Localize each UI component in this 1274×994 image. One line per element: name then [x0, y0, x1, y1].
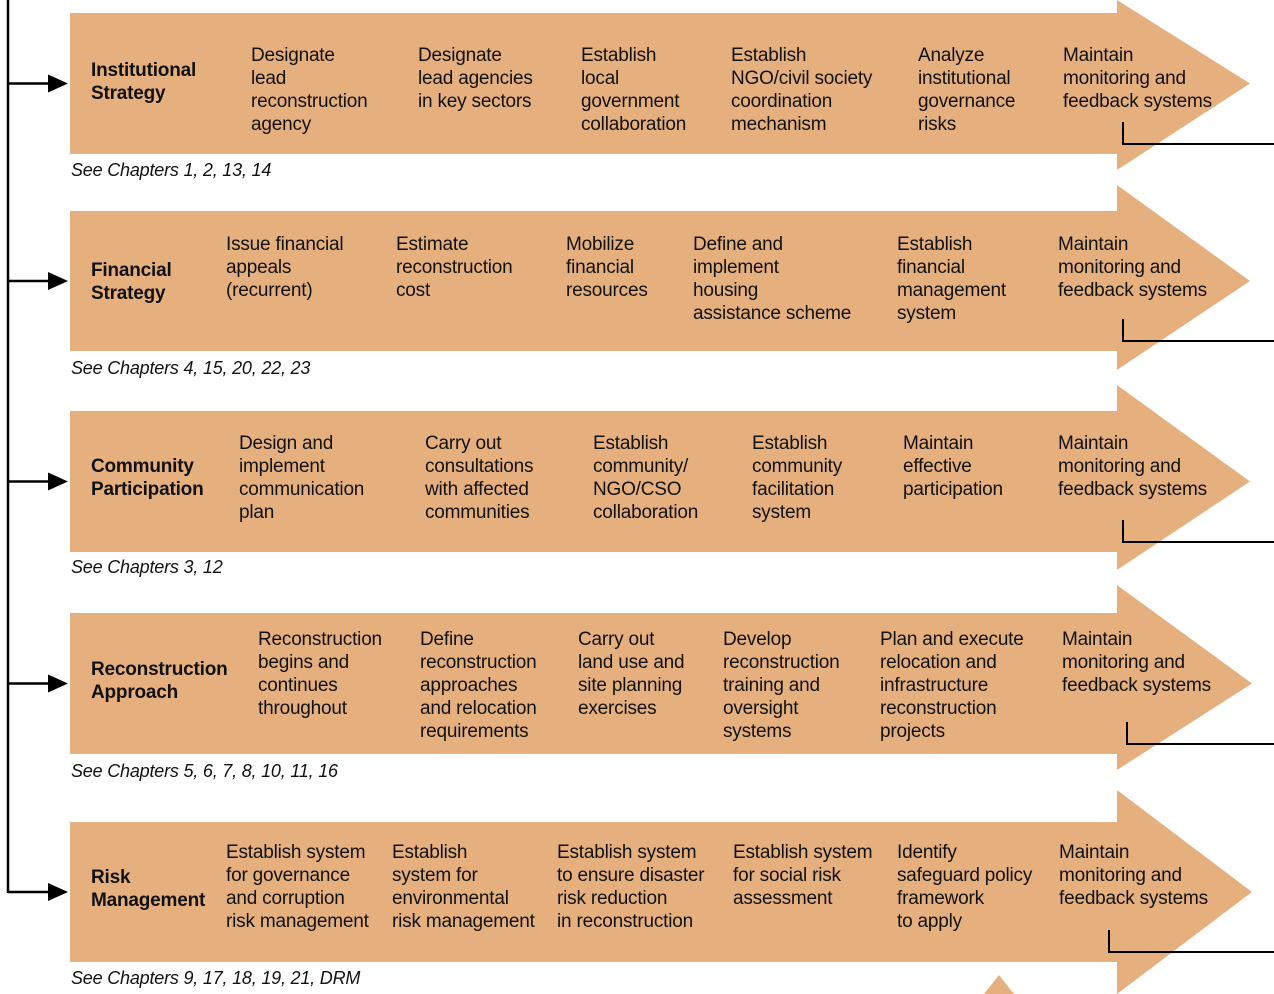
step-box: Carry out consultations with affected communities [425, 433, 534, 523]
step-box: Identify safeguard policy framework to apply [897, 842, 1033, 932]
chapter-reference: See Chapters 4, 15, 20, 22, 23 [71, 358, 311, 378]
entry-arrowhead-risk [48, 883, 68, 901]
step-box-monitoring: Maintain monitoring and feedback systems [1058, 433, 1207, 500]
step-box: Issue financial appeals (recurrent) [226, 234, 344, 301]
step-box: Mobilize financial resources [566, 234, 648, 301]
step-box: Designate lead reconstruction agency [251, 45, 368, 135]
step-box: Define reconstruction approaches and relocation requirements [420, 629, 537, 742]
step-box: Establish system for social risk assessment [733, 842, 873, 909]
bottom-pointer [984, 975, 1014, 994]
row-title: Financial Strategy [91, 260, 172, 304]
step-box: Establish system for governance and corruption risk management [226, 842, 369, 932]
entry-arrowhead-financial [48, 272, 68, 290]
step-box: Reconstruction begins and continues throughout [258, 629, 382, 719]
step-box: Plan and execute relocation and infrastructure reconstruction projects [880, 629, 1024, 742]
row-title: Risk Management [91, 867, 206, 911]
step-box-monitoring: Maintain monitoring and feedback systems [1062, 629, 1211, 696]
step-box: Estimate reconstruction cost [396, 234, 513, 301]
step-box: Establish system for environmental risk management [392, 842, 535, 932]
chapter-reference: See Chapters 3, 12 [71, 557, 223, 577]
entry-arrowhead-institutional [48, 75, 68, 93]
step-box: Maintain effective participation [903, 433, 1003, 500]
step-box: Establish financial management system [897, 234, 1006, 324]
step-box: Establish NGO/civil society coordination mechanism [731, 45, 873, 135]
entry-arrowhead-reconstruction [48, 675, 68, 693]
step-box: Define and implement housing assistance scheme [693, 234, 852, 324]
row-title: Institutional Strategy [91, 60, 197, 104]
row-title: Reconstruction Approach [91, 659, 228, 703]
step-box: Establish system to ensure disaster risk reduction in reconstruction [557, 842, 705, 932]
step-box-monitoring: Maintain monitoring and feedback systems [1063, 45, 1212, 112]
step-box-monitoring: Maintain monitoring and feedback systems [1058, 234, 1207, 301]
step-box: Analyze institutional governance risks [918, 45, 1016, 135]
step-box: Establish local government collaboration [581, 45, 687, 135]
chapter-reference: See Chapters 5, 6, 7, 8, 10, 11, 16 [71, 761, 338, 781]
row-title: Community Participation [91, 456, 204, 500]
step-box: Designate lead agencies in key sectors [418, 45, 533, 112]
step-box: Carry out land use and site planning exercises [578, 629, 685, 719]
step-box: Design and implement communication plan [239, 433, 365, 523]
chapter-reference: See Chapters 9, 17, 18, 19, 21, DRM [71, 968, 361, 988]
step-box: Establish community/ NGO/CSO collaboration [593, 433, 699, 523]
step-box: Develop reconstruction training and oversight systems [723, 629, 840, 742]
step-box: Establish community facilitation system [752, 433, 843, 523]
chapter-reference: See Chapters 1, 2, 13, 14 [71, 160, 272, 180]
step-box-monitoring: Maintain monitoring and feedback systems [1059, 842, 1208, 909]
entry-arrowhead-community [48, 473, 68, 491]
